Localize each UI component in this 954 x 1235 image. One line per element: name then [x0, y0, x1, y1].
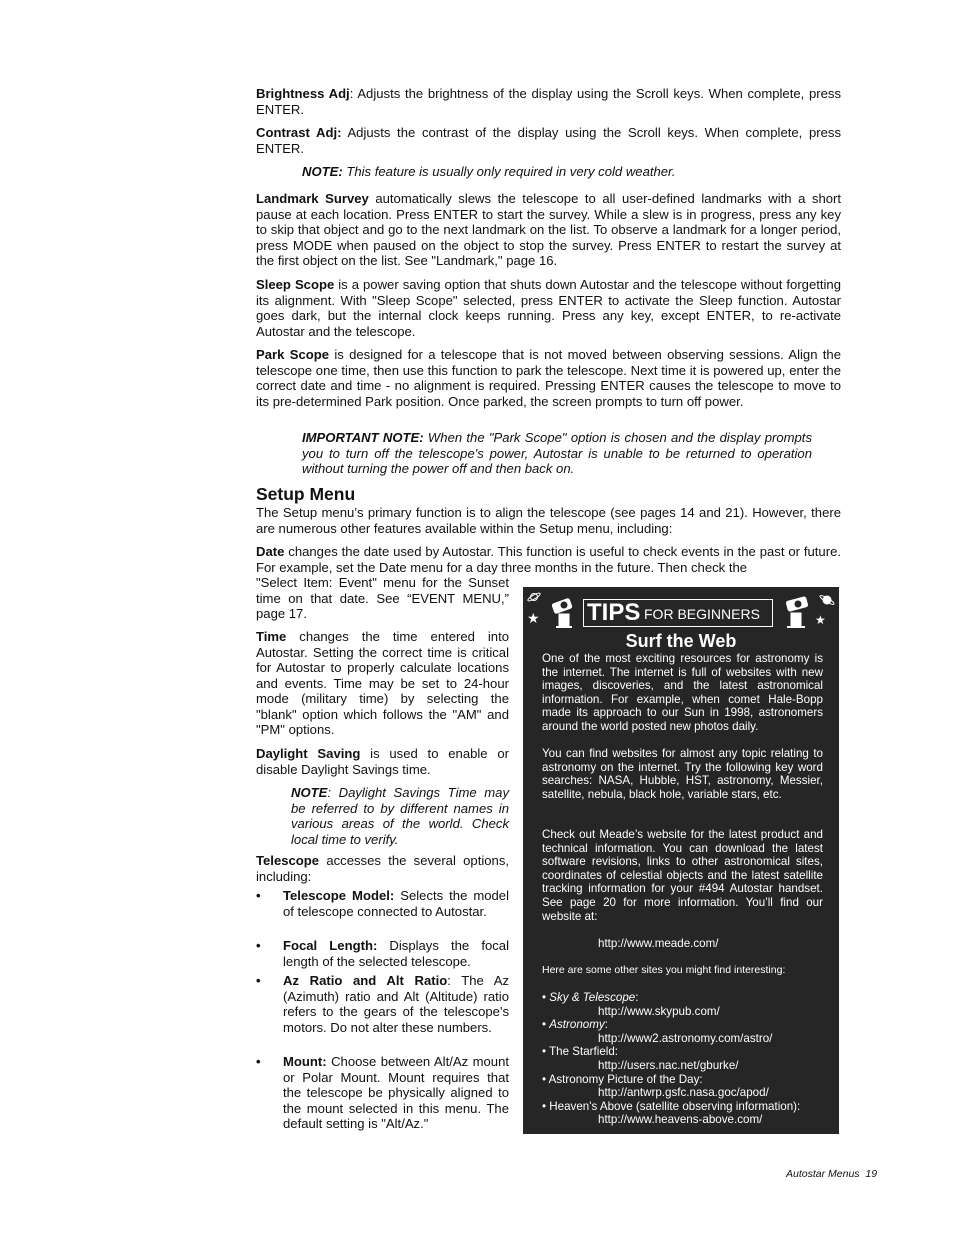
daylight-term: Daylight Saving	[256, 746, 361, 761]
date-paragraph	[256, 544, 841, 575]
sleep-term: Sleep Scope	[256, 277, 335, 292]
site-url[interactable]: http://www.skypub.com/	[598, 1005, 720, 1018]
note-text: This feature is usually only required in very cold weather.	[342, 164, 676, 179]
brightness-text: : Adjusts the brightness of the display using the Scroll keys. When complete, press ENTER.	[256, 86, 841, 117]
contrast-term: Contrast Adj:	[256, 125, 342, 140]
bullet-term: Az Ratio and Alt Ratio	[283, 973, 448, 988]
tips-paragraph-2: You can find websites for almost any topic relating to astronomy on the internet. Try the following key word searches: NASA, Hubble, HST, astronomy, Messier, satellite, nebula, black hole, variable stars, etc.	[542, 747, 823, 801]
site-name: The Starfield:	[549, 1045, 619, 1058]
telescope-term: Telescope	[256, 853, 320, 868]
site-name: Sky & Telescope	[549, 991, 636, 1004]
daylight-note	[291, 785, 509, 847]
brightness-term: Brightness Adj	[256, 86, 350, 101]
tips-big-title: TIPS	[587, 599, 641, 626]
site-item: • The Starfield:	[542, 1045, 619, 1058]
site-item: • Sky & Telescope:	[542, 991, 639, 1004]
site-item: • Heaven's Above (satellite observing information):	[542, 1100, 801, 1113]
tips-small-title: FOR BEGINNERS	[644, 606, 760, 622]
bullet-dot: •	[256, 1054, 261, 1069]
contrast-text: Adjusts the contrast of the display using the Scroll keys. When complete, press ENTER.	[256, 125, 841, 156]
site-suffix: :	[604, 1018, 608, 1031]
meade-url[interactable]: http://www.meade.com/	[598, 937, 719, 950]
brightness-paragraph	[256, 86, 841, 117]
park-paragraph	[256, 347, 841, 409]
important-text: When the "Park Scope" option is chosen and the display prompts you to turn off the telescope's power, Autostar is unable to be returned to operation without turning the power off and then back on.	[302, 430, 812, 476]
site-suffix: :	[635, 991, 639, 1004]
date-continued: "Select Item: Event" menu for the Sunset time on that date. See “EVENT MENU,” page 17.	[256, 575, 509, 621]
other-sites-intro: Here are some other sites you might find interesting:	[542, 964, 786, 976]
setup-heading: Setup Menu	[256, 484, 356, 504]
tips-paragraph-1: One of the most exciting resources for astronomy is the internet. The internet is full of websites with new images, discoveries, and the latest astronomical information. For example, when comet Hale-Bopp made its approach to our Sun in 1998, astronomers around the world posted new photos daily.	[542, 652, 823, 733]
bullet-term: Focal Length:	[283, 938, 378, 953]
telescope-paragraph	[256, 853, 509, 884]
bullet-text: Selects the model of telescope connected to Autostar.	[283, 888, 509, 919]
important-note	[302, 430, 812, 477]
time-paragraph	[256, 629, 509, 738]
park-term: Park Scope	[256, 347, 330, 362]
time-text: changes the time entered into Autostar. Setting the correct time is critical for Autostar to properly calculate locations and events. Time may be set to 24-hour mode (military time) by selecting the "blank" option which follows the "AM" and "PM" options.	[256, 629, 509, 737]
park-text: is designed for a telescope that is not moved between observing sessions. Align the telescope one time, then use this function to park the telescope. Next time it is powered up, enter the correct date and time - no alignment is required. Pressing ENTER causes the telescope to move to its pre-determined Park position. Once parked, the screen prompts to turn off power.	[256, 347, 841, 409]
landmark-paragraph	[256, 191, 841, 269]
page-footer	[786, 1168, 877, 1180]
contrast-paragraph	[256, 125, 841, 156]
date-term: Date	[256, 544, 285, 559]
telescope-icon	[552, 598, 572, 627]
bullet-dot: •	[256, 888, 261, 903]
site-url[interactable]: http://www2.astronomy.com/astro/	[598, 1032, 773, 1045]
site-url[interactable]: http://users.nac.net/gburke/	[598, 1059, 739, 1072]
cold-weather-note	[302, 164, 842, 180]
date-text: changes the date used by Autostar. This function is useful to check events in the past or future. For example, set the Date menu for a day three months in the future. Then check the	[256, 544, 841, 575]
bullet-text: : The Az (Azimuth) ratio and Alt (Altitude) ratio refers to the gears of the telescope's motors. Do not alter these numbers.	[283, 973, 509, 1035]
star-icon: ★	[815, 613, 826, 627]
site-item: • Astronomy Picture of the Day:	[542, 1073, 703, 1086]
landmark-text: automatically slews the telescope to all user-defined landmarks with a short pause at each location. Press ENTER to start the survey. While a slew is in progress, press any key to skip that object and go to the next landmark on the list. To observe a landmark for a longer period, press MODE when paused on the object to stop the survey. Press ENTER to restart the survey at the first object on the list. See "Landmark," page 16.	[256, 191, 842, 268]
tips-heading: Surf the Web	[625, 631, 737, 651]
bullet-text: Choose between Alt/Az mount or Polar Mount. Mount requires that the telescope be physically aligned to the mount selected in this menu. The default setting is "Alt/Az."	[283, 1054, 509, 1131]
page-number: 19	[865, 1168, 878, 1180]
site-name: Astronomy Picture of the Day:	[548, 1073, 703, 1086]
bullet-text: Displays the focal length of the selected telescope.	[283, 938, 509, 969]
note2-label: NOTE	[291, 785, 328, 800]
site-url[interactable]: http://www.heavens-above.com/	[598, 1113, 763, 1126]
setup-intro: The Setup menu’s primary function is to align the telescope (see pages 14 and 21). However, there are numerous other features available within the Setup menu, including:	[256, 505, 841, 536]
site-item: • Astronomy:	[542, 1018, 608, 1031]
important-label: IMPORTANT NOTE:	[302, 430, 424, 445]
site-name: Astronomy	[549, 1018, 605, 1031]
telescope-text: accesses the several options, including:	[256, 853, 509, 884]
tips-paragraph-3: Check out Meade’s website for the latest product and technical information. You can download the latest software revisions, links to other astronomical sites, coordinates of celestial objects and the latest satellite tracking information for your #494 Autostar handset. See page 20 for more information. You’ll find our website at:	[542, 828, 823, 923]
telescope-icon	[786, 597, 808, 627]
sleep-paragraph	[256, 277, 841, 339]
bullet-term: Mount:	[283, 1054, 327, 1069]
planet-icon	[527, 592, 541, 602]
time-term: Time	[256, 629, 287, 644]
note-label: NOTE:	[302, 164, 343, 179]
daylight-paragraph	[256, 746, 509, 777]
planet-icon	[819, 594, 835, 605]
daylight-text: is used to enable or disable Daylight Savings time.	[256, 746, 509, 777]
note2-text: : Daylight Savings Time may be referred to by different names in various areas of the world. Check local time to verify.	[291, 785, 509, 847]
tips-title-box	[583, 599, 773, 627]
site-url[interactable]: http://antwrp.gsfc.nasa.goc/apod/	[598, 1086, 769, 1099]
landmark-term: Landmark Survey	[256, 191, 369, 206]
tips-sidebar	[523, 587, 839, 1134]
site-name: Heaven's Above (satellite observing information):	[549, 1100, 801, 1113]
star-icon: ★	[527, 610, 540, 626]
sleep-text: is a power saving option that shuts down Autostar and the telescope without forgetting its alignment. With "Sleep Scope" selected, press ENTER to activate the Sleep function. Autostar goes dark, but the internal clock keeps running. Press any key, except ENTER, to re-activate Autostar and the telescope.	[256, 277, 841, 339]
footer-section: Autostar Menus	[786, 1168, 860, 1180]
bullet-term: Telescope Model:	[283, 888, 395, 903]
bullet-dot: •	[256, 938, 261, 953]
bullet-dot: •	[256, 973, 261, 988]
